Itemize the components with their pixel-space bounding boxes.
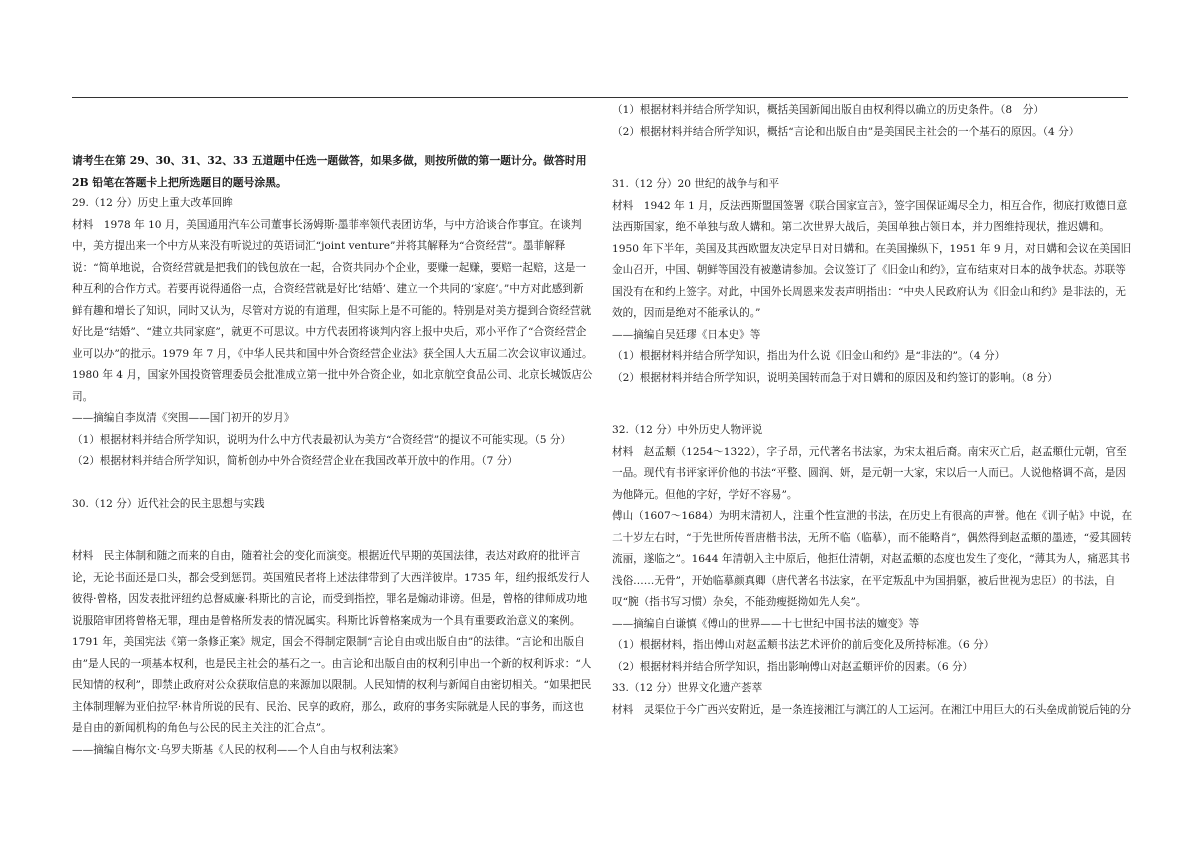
top-rule: [72, 97, 1128, 98]
question-31-material: 材料 1942 年 1 月，反法西斯盟国签署《联合国家宣言》，签字国保证竭尽全力，相互合作，彻底打败德日意法西斯国家，绝不单独与敌人媾和。第二次世界大战后，美国单独占领日本，并力图维持现状，推迟媾和。1950 年下半年，美国及其西欧盟友决定早日对日媾和。在美国操纵下，1951 年 9 月，对日媾和会议在美国旧金山召开，中国、朝鲜等国没有被邀请参加。会议签订了《旧金山和约》，宣布结束对日本的战争状态。苏联等国没有在和约上签字。对此，中国外长周恩来发表声明指出：“中央人民政府认为《旧金山和约》是非法的，无效的，因而是绝对不能承认的。”: [612, 199, 1132, 319]
question-30-material-1: 材料 民主体制和随之而来的自由，随着社会的变化而演变。根据近代早期的英国法律，表达对政府的批评言论，无论书面还是口头，都会受到惩罚。英国殖民者将上述法律带到了大西洋彼岸。1735 年，纽约报纸发行人彼得·曾格，因发表批评纽约总督威廉·科斯比的言论，而受到指控，罪名是煽动诽谤。但是，曾格的律师成功地说服陪审团将曾格无罪，理由是曾格所发表的情况属实。科斯比诉曾格案成为一个具有重要政治意义的案例。: [72, 550, 590, 627]
question-29-title: 29.（12 分）历史上重大改革回眸: [72, 197, 233, 209]
question-32-material-1: 材料 赵孟頫（1254～1322），字子昂，元代著名书法家，为宋太祖后裔。南宋灭亡后，赵孟頫仕元朝，官至一品。现代有书评家评价他的书法“平整、圆润、妍，是元朝一大家，宋以后一人而已。人说他格调不高，是因为他降元。但他的字好，学好不容易”。: [612, 445, 1127, 501]
question-32-title: 32.（12 分）中外历史人物评说: [612, 424, 763, 436]
question-31-source: ——摘编自吴廷璆《日本史》等: [612, 328, 761, 341]
question-33-material: 材料 灵渠位于今广西兴安附近，是一条连接湘江与漓江的人工运河。在湘江中用巨大的石头垒成前锐后钝的分: [612, 703, 1132, 716]
question-31-sub2: （2）根据材料并结合所学知识，说明美国转而急于对日媾和的原因及和约签订的影响。（8 分）: [612, 371, 1058, 384]
question-33-title: 33.（12 分）世界文化遗产荟萃: [612, 682, 763, 694]
question-30-sub2: （2）根据材料并结合所学知识，概括“言论和出版自由”是美国民主社会的一个基石的原因。（4 分）: [612, 125, 1080, 138]
question-30-material-2: 1791 年，美国宪法《第一条修正案》规定，国会不得制定限制“言论自由或出版自由”的法律。“言论和出版自由”是人民的一项基本权利，也是民主社会的基石之一。由言论和出版自由的权利引申出一个新的权利诉求：“人民知情的权利”，即禁止政府对公众获取信息的来源加以限制。人民知情的权利与新闻自由密切相关。“如果把民主体制理解为亚伯拉罕·林肯所说的民有、民治、民享的政府，那么，政府的事务实际就是人民的事务，而这也是自由的新闻机构的角色与公民的民主关注的汇合点”。: [72, 636, 592, 734]
right-column: [612, 100, 1134, 721]
question-30-title: 30.（12 分）近代社会的民主思想与实践: [72, 497, 265, 510]
question-29-material: 材料 1978 年 10 月，美国通用汽车公司董事长汤姆斯·墨菲率领代表团访华，与中方洽谈合作事宜。在谈判中，美方提出来一个中方从来没有听说过的英语词汇“joint venture”并将其解释为“合资经营”。墨菲解释说：“简单地说，合资经营就是把我们的钱包放在一起，合资共同办个企业，要赚一起赚，要赔一起赔，这是一种互利的合作方式。若要再说得通俗一点，合资经营就是好比‘结婚’、建立一个共同的‘家庭’。”中方对此感到新鲜有趣和增长了知识，同时又认为，尽管对方说的有道理，但实际上是不可能的。特别是对美方提到合资经营就好比是“结婚”、“建立共同家庭”，就更不可思议。中方代表团将谈判内容上报中央后，邓小平作了“合资经营企业可以办”的批示。1979 年 7 月，《中华人民共和国中外合资经营企业法》获全国人大五届二次会议审议通过。1980 年 4 月，国家外国投资管理委员会批准成立第一批中外合资企业，如北京航空食品公司、北京长城饭店公司。: [72, 218, 593, 403]
question-32-sub1: （1）根据材料，指出傅山对赵孟頫书法艺术评价的前后变化及所持标准。（6 分）: [612, 639, 995, 651]
question-32-source: ——摘编自白谦慎《傅山的世界——十七世纪中国书法的嬗变》等: [612, 617, 920, 630]
question-31-title: 31.（12 分）20 世纪的战争与和平: [612, 178, 780, 190]
question-29-sub1: （1）根据材料并结合所学知识，说明为什么中方代表最初认为美方“合资经营”的提议不可能实现。（5 分）: [72, 433, 572, 446]
question-32-material-2: 傅山（1607～1684）为明末清初人，注重个性宣泄的书法，在历史上有很高的声誉。他在《训子帖》中说，在二十岁左右时，“于先世所传晋唐楷书法，无所不临（临摹），而不能略肖”，偶然得到赵孟頫的墨迹，“爱其圆转流丽，遂临之”。1644 年清朝入主中原后，他拒仕清朝，对赵孟頫的态度也发生了变化，“薄其为人，痛恶其书浅俗……无骨”，开始临摹颜真卿（唐代著名书法家，在平定叛乱中为国捐躯，被后世视为忠臣）的书法，自叹“腕（指书写习惯）杂矣，不能劲瘦挺拗如先人矣”。: [612, 510, 1133, 608]
question-30-source: ——摘编自梅尔文·乌罗夫斯基《人民的权利——个人自由与权利法案》: [72, 743, 404, 756]
question-31-sub1: （1）根据材料并结合所学知识，指出为什么说《旧金山和约》是“非法的”。（4 分）: [612, 350, 1006, 362]
question-32-sub2: （2）根据材料并结合所学知识，指出影响傅山对赵孟頫评价的因素。（6 分）: [612, 660, 974, 673]
left-column: [72, 150, 594, 761]
question-30-sub1: （1）根据材料并结合所学知识，概括美国新闻出版自由权利得以确立的历史条件。（8 分）: [612, 104, 1044, 116]
question-29-source: ——摘编自李岚清《突围——国门初开的岁月》: [72, 412, 295, 424]
exam-instruction: 请考生在第 29、30、31、32、33 五道题中任选一题做答，如果多做，则按所做的第一题计分。做答时用 2B 铅笔在答题卡上把所选题目的题号涂黑。: [72, 154, 587, 189]
question-29-sub2: （2）根据材料并结合所学知识，简析创办中外合资经营企业在我国改革开放中的作用。（7 分）: [72, 455, 518, 467]
